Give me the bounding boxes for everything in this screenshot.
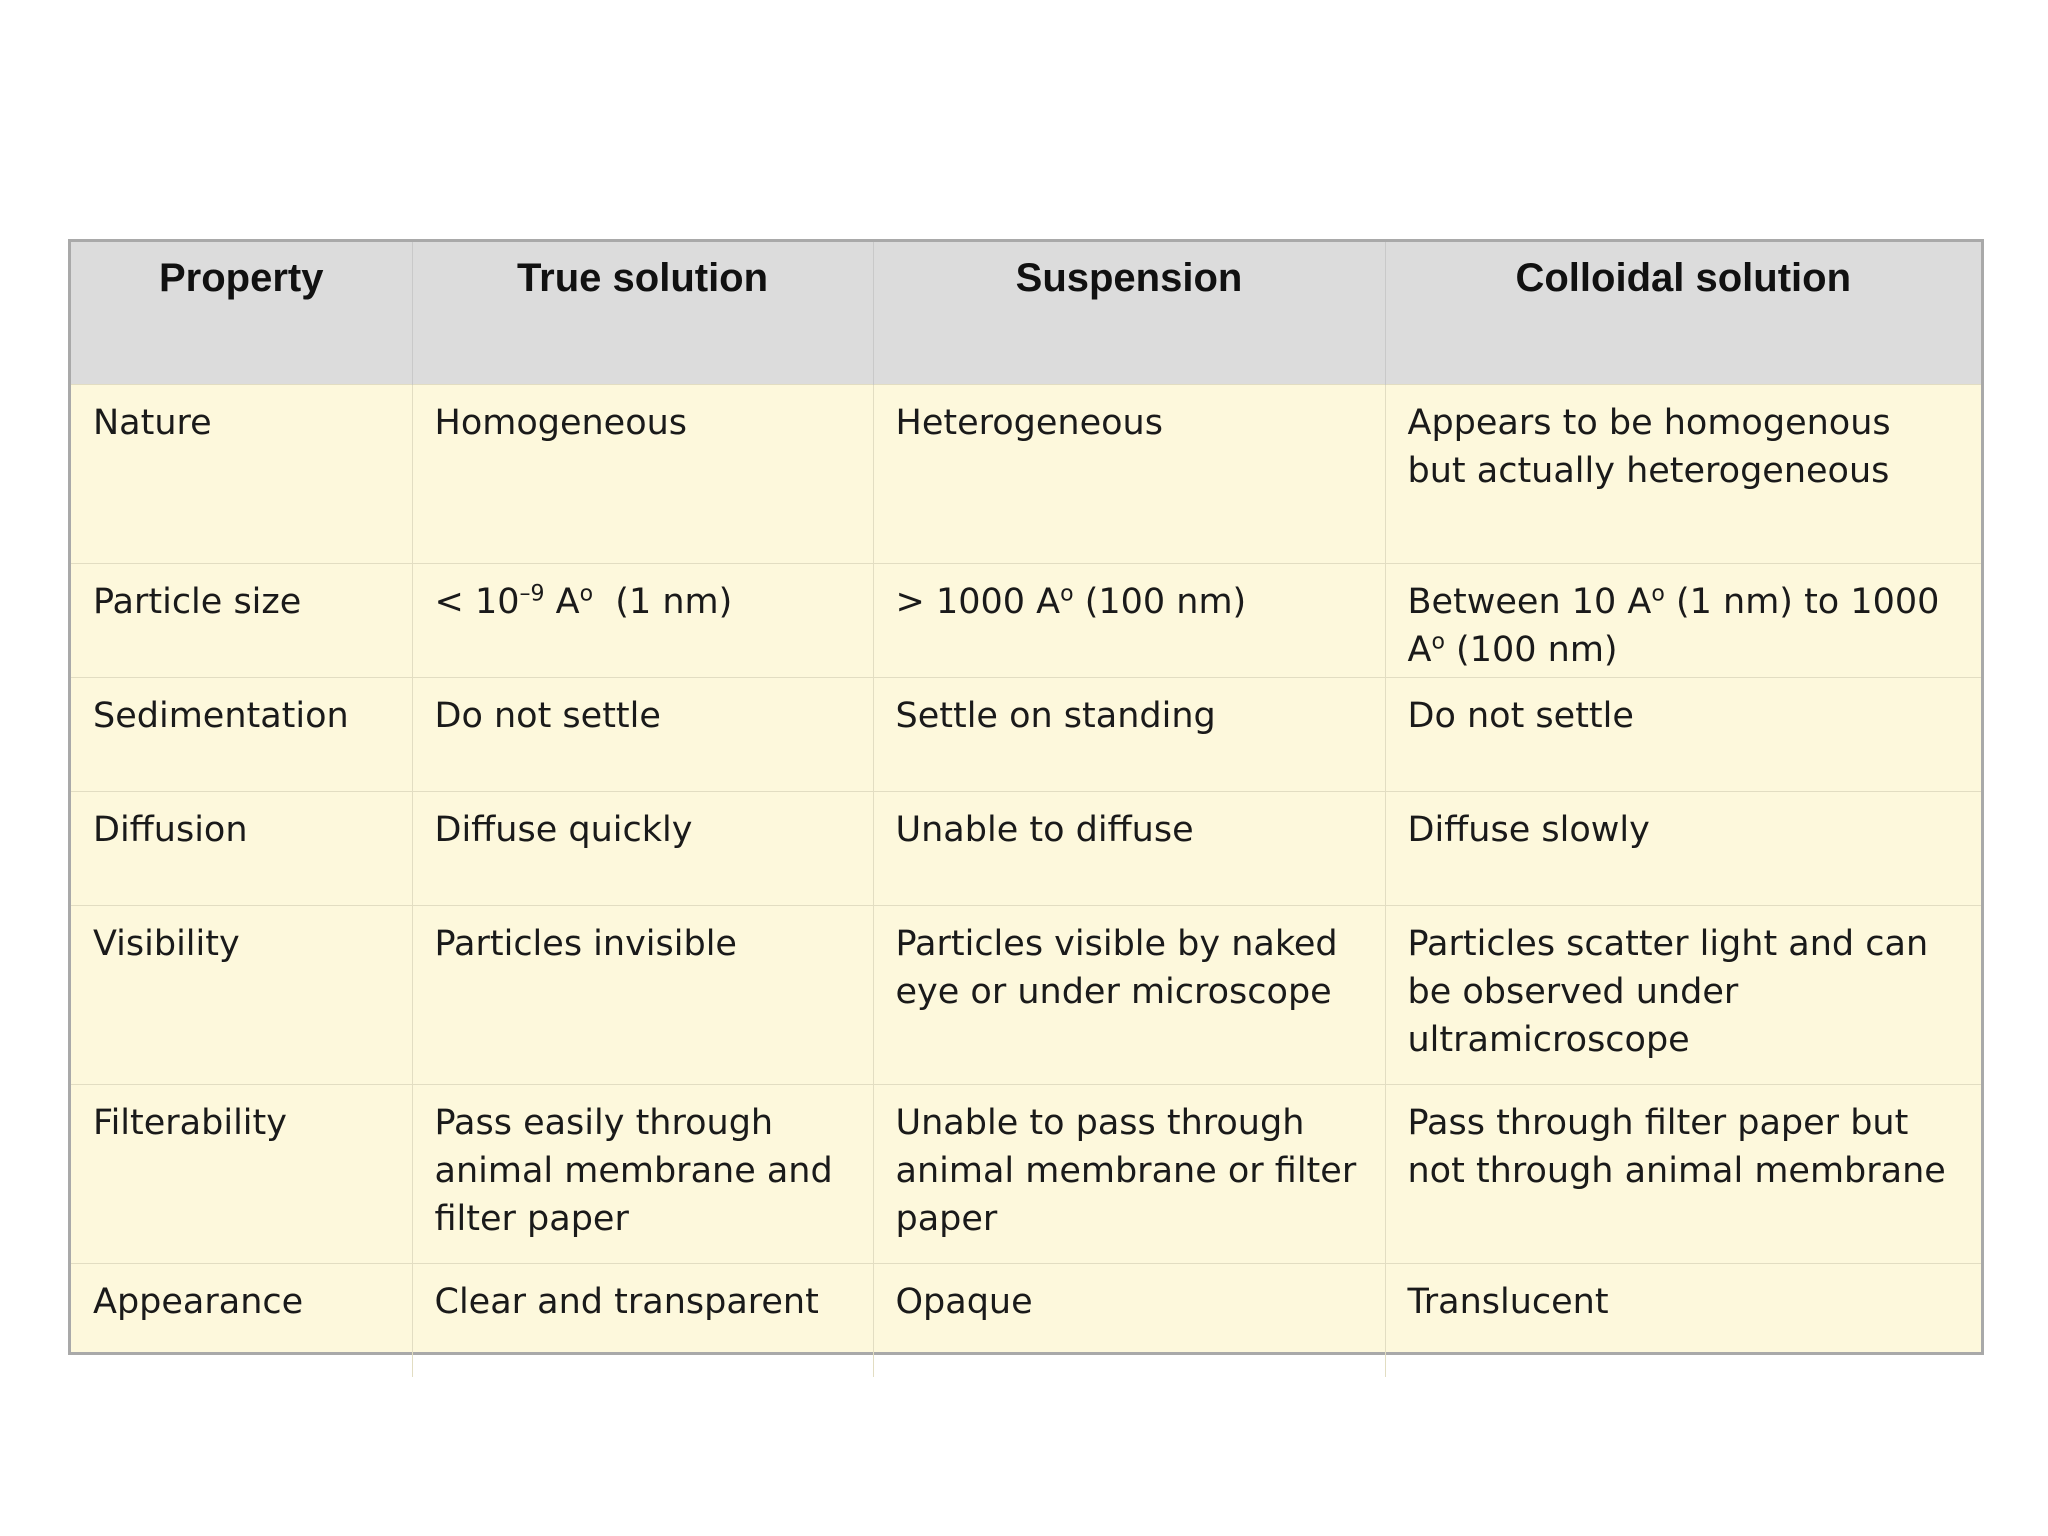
table-row-sedimentation [71, 678, 1981, 792]
exponent: –9 [519, 581, 545, 607]
table-row-nature [71, 385, 1981, 564]
cell-true-solution: Homogeneous [412, 385, 873, 564]
size-text: < 10 [434, 582, 520, 622]
cell-colloidal: Translucent [1385, 1264, 1981, 1378]
unit-text: A [544, 582, 580, 622]
cell-colloidal: Appears to be homogenous but actually heterogeneous [1385, 385, 1981, 564]
nm-text: (100 nm) [1073, 582, 1247, 622]
table-row-diffusion [71, 792, 1981, 906]
cell-property: Appearance [71, 1264, 412, 1378]
cell-colloidal: Diffuse slowly [1385, 792, 1981, 906]
cell-suspension [873, 564, 1385, 678]
cell-property: Sedimentation [71, 678, 412, 792]
cell-colloidal [1385, 564, 1981, 678]
cell-true-solution: Particles invisible [412, 906, 873, 1085]
cell-property: Filterability [71, 1085, 412, 1264]
header-true-solution: True solution [412, 242, 873, 385]
table-row-appearance [71, 1264, 1981, 1378]
cell-true-solution: Pass easily through animal membrane and filter paper [412, 1085, 873, 1264]
size-text: Between 10 A [1407, 582, 1652, 622]
cell-true-solution: Clear and transparent [412, 1264, 873, 1378]
size-text-mid: (1 nm) to 1000 A [1407, 582, 1940, 670]
nm-text: (1 nm) [593, 582, 733, 622]
comparison-table-container [68, 239, 1984, 1355]
degree-mark: o [1060, 581, 1074, 607]
cell-suspension: Unable to pass through animal membrane or filter paper [873, 1085, 1385, 1264]
cell-property: Diffusion [71, 792, 412, 906]
cell-true-solution: Diffuse quickly [412, 792, 873, 906]
cell-suspension: Unable to diffuse [873, 792, 1385, 906]
table-row-visibility [71, 906, 1981, 1085]
cell-suspension: Heterogeneous [873, 385, 1385, 564]
degree-mark: o [579, 581, 594, 607]
cell-suspension: Settle on standing [873, 678, 1385, 792]
header-colloidal-solution: Colloidal solution [1385, 242, 1981, 385]
size-text: > 1000 A [895, 582, 1061, 622]
table-row-filterability [71, 1085, 1981, 1264]
header-suspension: Suspension [873, 242, 1385, 385]
cell-suspension: Opaque [873, 1264, 1385, 1378]
cell-colloidal: Do not settle [1385, 678, 1981, 792]
table-row-particle-size [71, 564, 1981, 678]
cell-true-solution: Do not settle [412, 678, 873, 792]
comparison-table [71, 242, 1981, 1377]
degree-mark: o [1431, 629, 1445, 655]
header-property: Property [71, 242, 412, 385]
cell-property: Nature [71, 385, 412, 564]
cell-property: Visibility [71, 906, 412, 1085]
cell-colloidal: Particles scatter light and can be observed under ultramicroscope [1385, 906, 1981, 1085]
cell-suspension: Particles visible by naked eye or under microscope [873, 906, 1385, 1085]
cell-colloidal: Pass through filter paper but not through animal membrane [1385, 1085, 1981, 1264]
header-row [71, 242, 1981, 385]
cell-true-solution [412, 564, 873, 678]
nm-text: (100 nm) [1444, 630, 1618, 670]
cell-property: Particle size [71, 564, 412, 678]
degree-mark: o [1651, 581, 1665, 607]
